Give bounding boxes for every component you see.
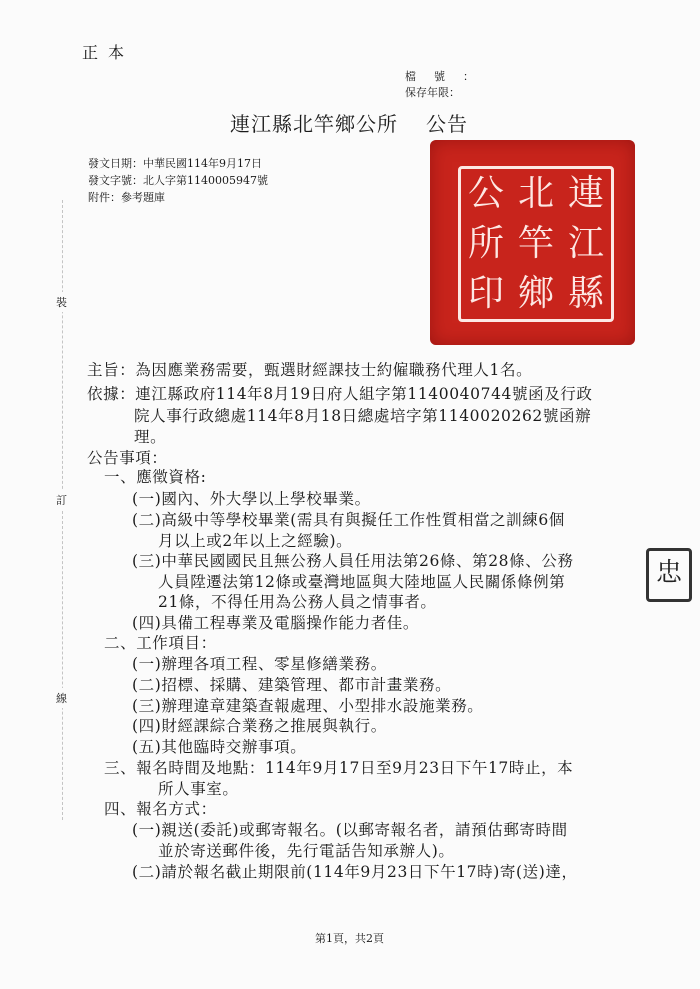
list-item: (二)高級中等學校畢業(需具有與擬任工作性質相當之訓練6個 — [132, 511, 565, 529]
issuing-office: 連江縣北竿鄉公所 — [230, 112, 398, 136]
margin-stamp: 忠 — [646, 548, 692, 602]
list-item: (一)親送(委託)或郵寄報名。(以郵寄報名者，請預估郵寄時間 — [132, 821, 568, 839]
list-item: (一)辦理各項工程、零星修繕業務。 — [132, 655, 387, 673]
seal-char: 竿 — [517, 223, 554, 264]
list-item: (二)請於報名截止期限前(114年9月23日下午17時)寄(送)達， — [132, 863, 578, 881]
list-item-continuation: 21條，不得任用為公務人員之情事者。 — [158, 593, 437, 611]
seal-char: 連 — [567, 173, 604, 214]
section-heading: 三、報名時間及地點：114年9月17日至9月23日下午17時止，本 — [104, 759, 574, 777]
seal-char: 公 — [467, 173, 504, 214]
list-item: (一)國內、外大學以上學校畢業。 — [132, 490, 371, 508]
list-item: (三)中華民國國民且無公務人員任用法第26條、第28條、公務 — [132, 552, 574, 570]
seal-char: 北 — [517, 173, 554, 214]
list-item: (五)其他臨時交辦事項。 — [132, 738, 307, 756]
seal-inner-border — [458, 166, 614, 322]
binding-mark: 線 — [56, 688, 67, 708]
subject-line: 主旨：為因應業務需要，甄選財經課技士約僱職務代理人1名。 — [87, 361, 533, 379]
list-item: (四)財經課綜合業務之推展與執行。 — [132, 717, 387, 735]
section-continuation: 所人事室。 — [158, 780, 239, 798]
list-item-continuation: 並於寄送郵件後，先行電話告知承辦人)。 — [158, 842, 455, 860]
seal-char: 鄉 — [517, 273, 554, 314]
section-heading: 一、應徵資格: — [104, 468, 207, 486]
retention-period-label: 保存年限： — [405, 86, 460, 99]
basis-line: 依據：連江縣政府114年8月19日府人組字第1140040744號函及行政 — [87, 385, 593, 403]
basis-line: 理。 — [134, 428, 167, 446]
binding-mark: 裝 — [56, 292, 67, 312]
document-title — [230, 108, 468, 137]
binding-mark: 訂 — [56, 490, 67, 510]
document-type: 公告 — [426, 112, 468, 136]
file-number-label: 檔號： — [405, 70, 492, 83]
list-item: (三)辦理違章建築查報處理、小型排水設施業務。 — [132, 697, 484, 715]
seal-char: 縣 — [567, 273, 604, 314]
document-number: 發文字號：北人字第1140005947號 — [88, 174, 268, 187]
seal-char: 江 — [567, 223, 604, 264]
page-number: 第1頁，共2頁 — [315, 932, 384, 945]
basis-line: 院人事行政總處114年8月18日總處培字第1140020262號函辦 — [134, 407, 592, 425]
attachment-line: 附件：參考題庫 — [88, 191, 165, 204]
list-item: (二)招標、採購、建築管理、都市計畫業務。 — [132, 676, 452, 694]
original-copy-mark: 正本 — [82, 43, 135, 62]
official-seal — [430, 140, 635, 345]
seal-char: 所 — [467, 223, 504, 264]
list-item-continuation: 月以上或2年以上之經驗)。 — [158, 532, 353, 550]
section-heading: 二、工作項目： — [104, 634, 217, 652]
list-item-continuation: 人員陞遷法第12條或臺灣地區與大陸地區人民關係條例第 — [158, 573, 566, 591]
issue-date: 發文日期：中華民國114年9月17日 — [88, 157, 262, 170]
notice-heading: 公告事項： — [87, 449, 168, 467]
section-heading: 四、報名方式： — [104, 800, 217, 818]
list-item: (四)具備工程專業及電腦操作能力者佳。 — [132, 614, 419, 632]
seal-char: 印 — [467, 273, 504, 314]
